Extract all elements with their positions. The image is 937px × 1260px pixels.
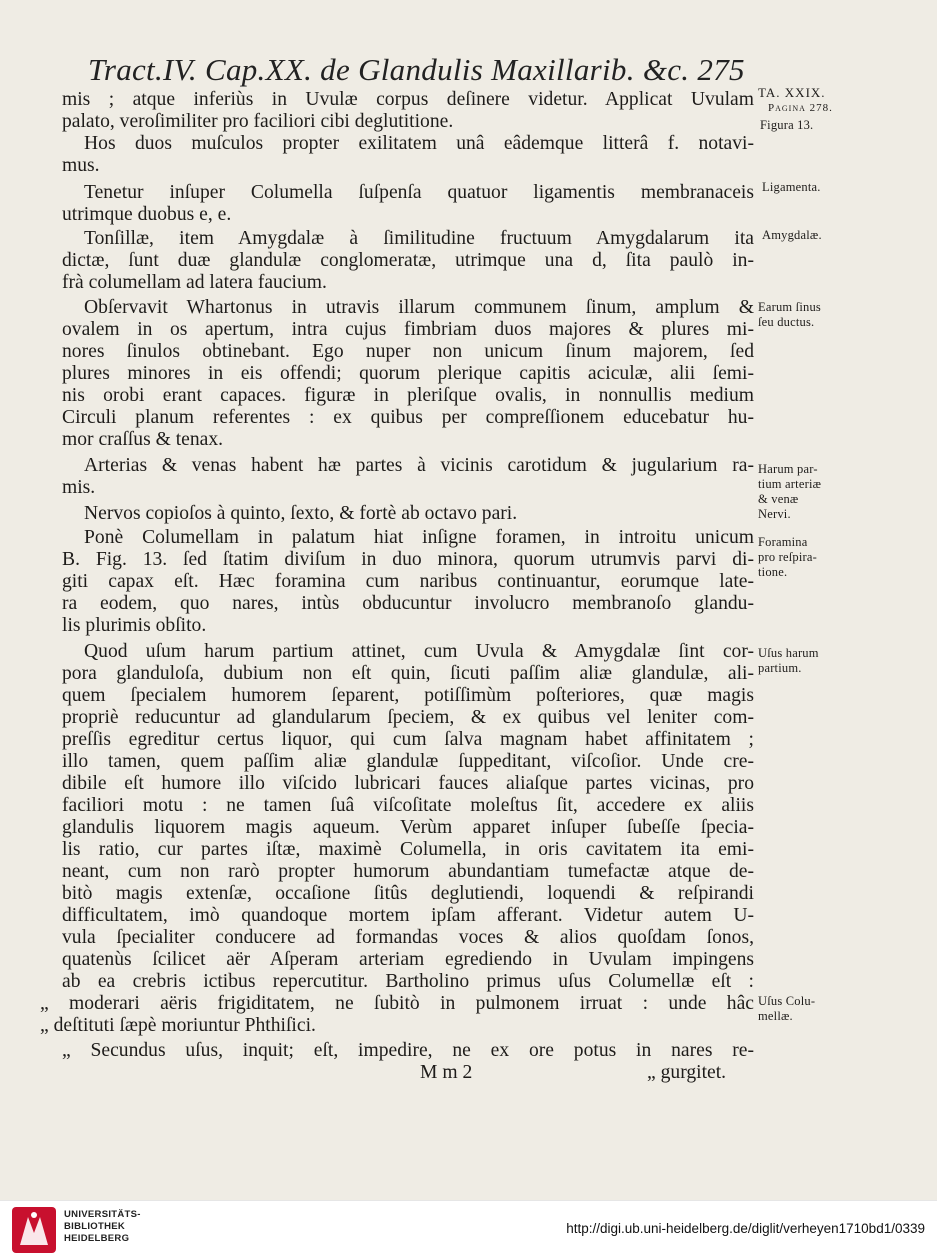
text-line: dictæ, ſunt duæ glandulæ conglomeratæ, utrimque una d, ſita paulò in- bbox=[62, 250, 754, 271]
margin-note: Uſus Colu- bbox=[758, 994, 816, 1008]
margin-note: & venæ bbox=[758, 492, 799, 506]
margin-note: Harum par- bbox=[758, 462, 818, 476]
text-line: plures minores in eis offendi; quorum plerique capitis aciculæ, alii ſemi- bbox=[62, 363, 754, 384]
margin-note: Uſus harum bbox=[758, 646, 819, 660]
margin-note: Ligamenta. bbox=[762, 180, 821, 194]
margin-note: Earum ſinus bbox=[758, 300, 821, 314]
text-line: palato, veroſimiliter pro faciliori cibi deglutitione. bbox=[62, 111, 454, 132]
text-line: Quod uſum harum partium attinet, cum Uvula & Amygdalæ ſint cor- bbox=[84, 641, 754, 662]
text-line: Tonſillæ, item Amygdalæ à ſimilitudine fructuum Amygdalarum ita bbox=[84, 228, 754, 249]
margin-note: pro reſpira- bbox=[758, 550, 817, 564]
library-name-line: UNIVERSITÄTS- bbox=[64, 1209, 141, 1220]
text-line: propriè reducuntur ad glandularum ſpeciem, & ex quibus vel leniter com- bbox=[62, 707, 754, 728]
margin-note: partium. bbox=[758, 661, 802, 675]
text-line: nores ſinulos obtinebant. Ego nuper non unicum ſinum majorem, ſed bbox=[62, 341, 754, 362]
source-url[interactable]: http://digi.ub.uni-heidelberg.de/diglit/verheyen1710bd1/0339 bbox=[566, 1221, 925, 1236]
text-line: lis ratio, cur partes iſtæ, maximè Columella, in oris cavitatem ita emi- bbox=[62, 839, 754, 860]
margin-note: tium arteriæ bbox=[758, 477, 822, 491]
margin-note: TA. XXIX. bbox=[758, 85, 826, 100]
margin-note: Pagina 278. bbox=[768, 102, 833, 114]
text-line: bitò magis extenſæ, occaſione ſitûs deglutiendi, loquendi & reſpirandi bbox=[62, 883, 754, 904]
margin-note: Figura 13. bbox=[760, 118, 814, 132]
margin-note: Amygdalæ. bbox=[762, 228, 822, 242]
margin-note: Foramina bbox=[758, 535, 808, 549]
text-line: giti capax eſt. Hæc foramina cum naribus continuantur, eorumque late- bbox=[62, 571, 754, 592]
text-line: B. Fig. 13. ſed ſtatim diviſum in duo minora, quorum utrumvis parvi di- bbox=[62, 549, 754, 570]
text-line: „ moderari aëris frigiditatem, ne ſubitò in pulmonem irruat : unde hâc bbox=[40, 993, 754, 1014]
text-line: „ deſtituti ſæpè moriuntur Phthiſici. bbox=[40, 1015, 316, 1036]
text-line: illo tamen, quem paſſim aliæ glandulæ ſuppeditant, viſcoſior. Unde cre- bbox=[62, 751, 754, 772]
university-seal-icon bbox=[10, 1205, 58, 1255]
text-line: ovalem in os apertum, intra cujus fimbriam duos majores & plures mi- bbox=[62, 319, 754, 340]
text-line: difficultatem, imò quandoque mortem ipſam afferant. Videtur autem U- bbox=[62, 905, 754, 926]
text-line: mis. bbox=[62, 477, 96, 498]
footer-bar bbox=[0, 1200, 937, 1260]
text-line: lis plurimis obſito. bbox=[62, 615, 207, 636]
text-line: mis ; atque inferiùs in Uvulæ corpus deſinere videtur. Applicat Uvulam bbox=[62, 89, 754, 110]
text-line: glandulis liquorem magis aqueum. Verùm apparet inſuper ſubeſſe ſpecia- bbox=[62, 817, 754, 838]
margin-note: mellæ. bbox=[758, 1009, 793, 1023]
text-line: vula ſpecialiter conducere ad formandas voces & alios quoſdam ſonos, bbox=[62, 927, 754, 948]
text-line: mus. bbox=[62, 155, 100, 176]
text-line: frà columellam ad latera faucium. bbox=[62, 272, 327, 293]
margin-note: Nervi. bbox=[758, 507, 791, 521]
text-line: neant, cum non rarò propter humorum abundantiam tumefactæ atque de- bbox=[62, 861, 754, 882]
text-line: Ponè Columellam in palatum hiat inſigne foramen, in introitu unicum bbox=[84, 527, 754, 548]
text-line: ra eodem, quo nares, intùs obducuntur involucro membranoſo glandu- bbox=[62, 593, 754, 614]
text-line: quem ſpecialem humorem ſeparent, potiſſimùm poſteriores, quæ magis bbox=[62, 685, 754, 706]
library-name-line: BIBLIOTHEK bbox=[64, 1221, 126, 1232]
text-line: quatenùs ſcilicet aër Aſperam arteriam egrediendo in Uvulam impingens bbox=[62, 949, 754, 970]
text-line: dibile eſt humore illo viſcido lubricari fauces aliaſque partes vicinas, pro bbox=[62, 773, 754, 794]
text-line: ab ea crebris ictibus repercutitur. Bartholino primus uſus Columellæ eſt : bbox=[62, 971, 754, 992]
text-line: preſſis egreditur certus liquor, qui cum ſalva magnam habet affinitatem ; bbox=[62, 729, 754, 750]
text-line: mor craſſus & tenax. bbox=[62, 429, 224, 450]
text-line: Hos duos muſculos propter exilitatem unâ eâdemque litterâ f. notavi- bbox=[84, 133, 754, 154]
text-line: Tenetur inſuper Columella ſuſpenſa quatuor ligamentis membranaceis bbox=[84, 182, 754, 203]
margin-note: tione. bbox=[758, 565, 788, 579]
catchword: „ gurgitet. bbox=[647, 1062, 727, 1083]
margin-note: ſeu ductus. bbox=[758, 315, 815, 329]
text-line: pora glanduloſa, dubium non eſt quin, ſicuti paſſim aliæ glandulæ, ali- bbox=[62, 663, 754, 684]
library-name bbox=[64, 1209, 141, 1245]
text-line: Obſervavit Whartonus in utravis illarum communem ſinum, amplum & bbox=[84, 297, 754, 318]
page-signature: M m 2 bbox=[420, 1062, 473, 1083]
text-line: Arterias & venas habent hæ partes à vicinis carotidum & jugularium ra- bbox=[84, 455, 754, 476]
text-line: utrimque duobus e, e. bbox=[62, 204, 232, 225]
text-line: nis orobi erant capaces. figuræ in pleriſque ovalis, in nonnullis medium bbox=[62, 385, 754, 406]
text-line: faciliori motu : ne tamen ſuâ viſcoſitate moleſtus ſit, accedere ex aliis bbox=[62, 795, 754, 816]
text-line: Nervos copioſos à quinto, ſexto, & fortè ab octavo pari. bbox=[84, 503, 518, 524]
text-line: Circuli planum referentes : ex quibus per compreſſionem educebatur hu- bbox=[62, 407, 754, 428]
running-header: Tract.IV. Cap.XX. de Glandulis Maxillarib. &c. 275 bbox=[88, 52, 745, 87]
text-line: „ Secundus uſus, inquit; eſt, impedire, ne ex ore potus in nares re- bbox=[62, 1040, 754, 1061]
library-name-line: HEIDELBERG bbox=[64, 1233, 130, 1244]
